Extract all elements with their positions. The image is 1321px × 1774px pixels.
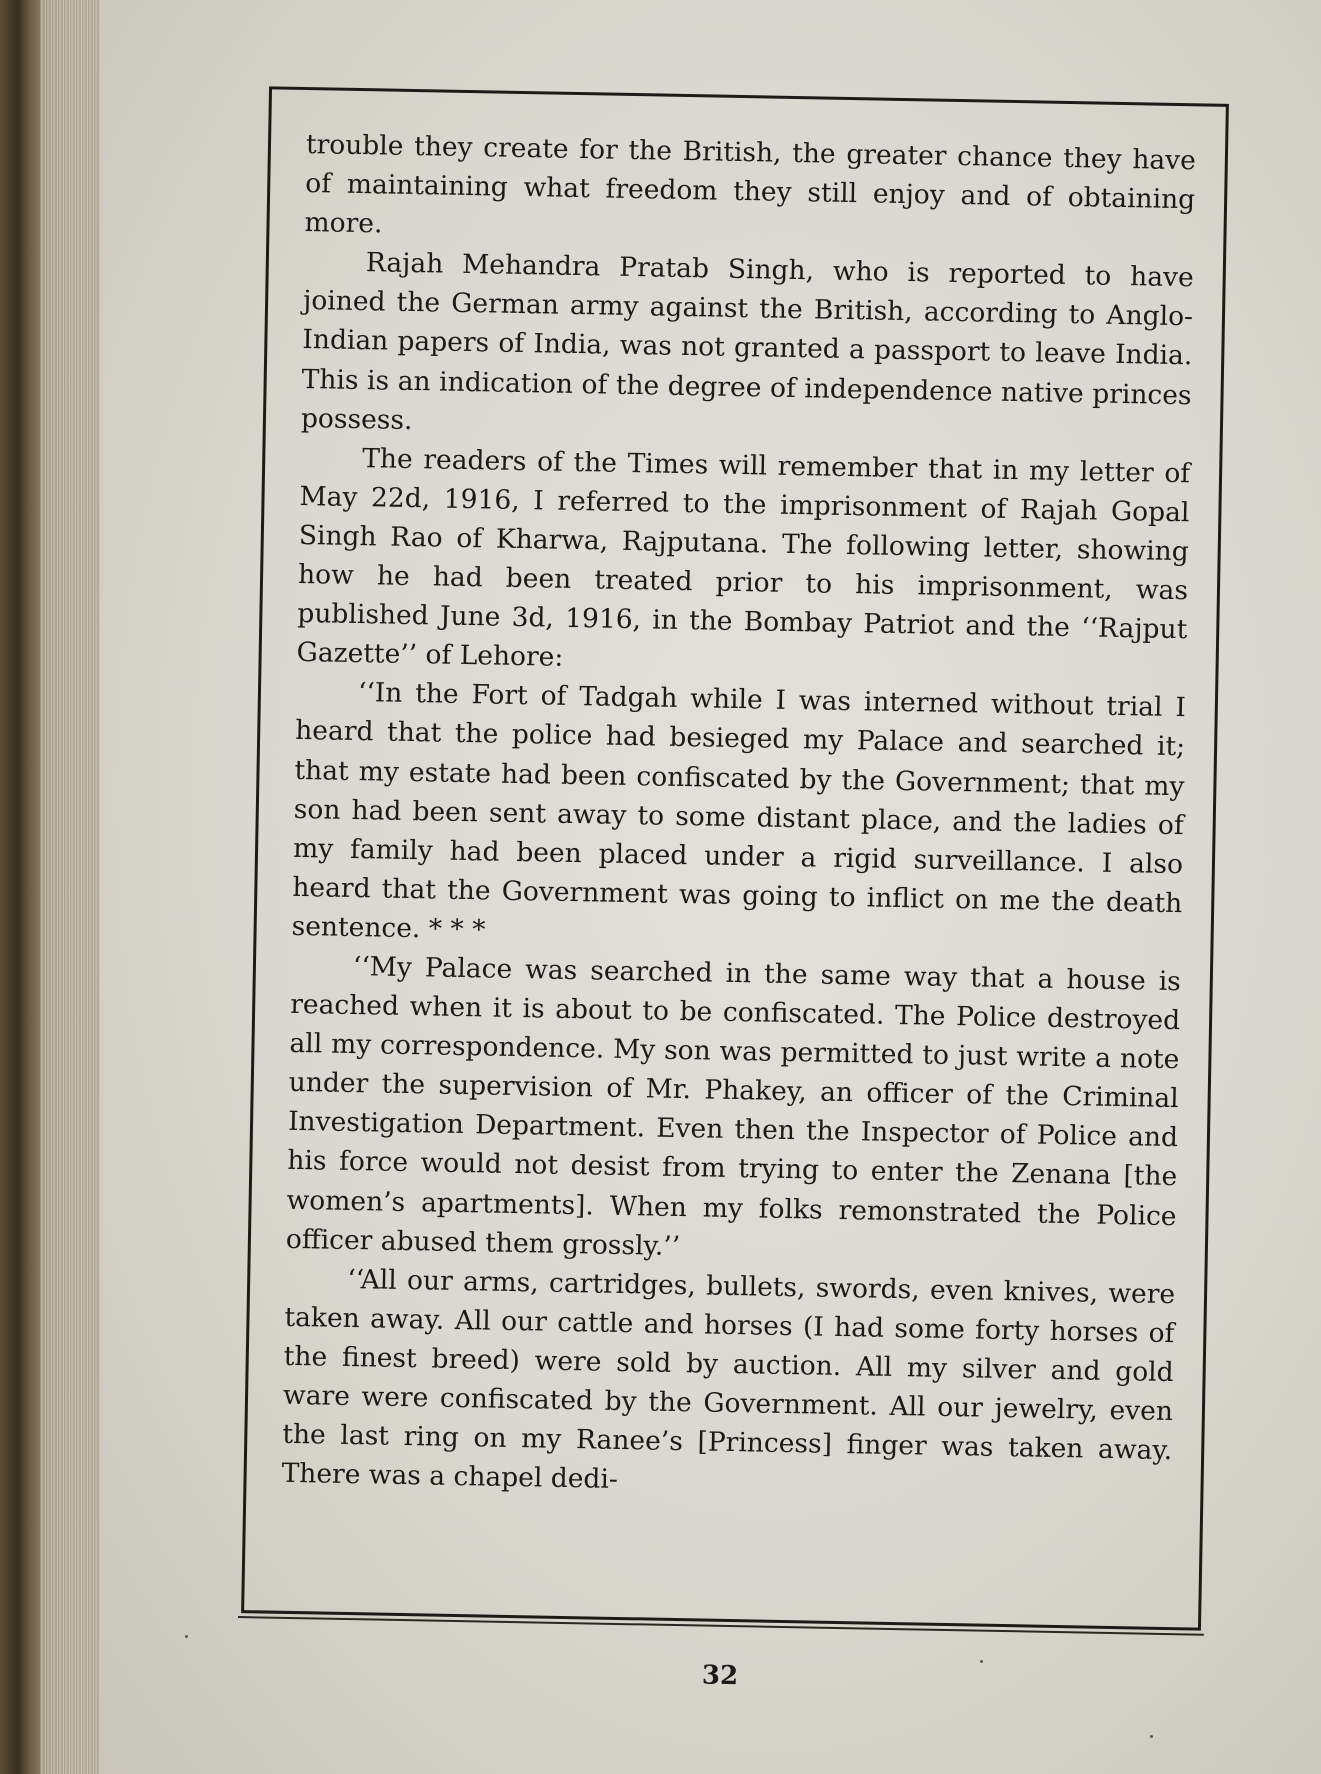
page-number: 32: [701, 1660, 739, 1692]
text-frame: [241, 86, 1229, 1692]
paragraph-1: trouble they create for the British, the greater chance they have of maintaining what freedom they still enjoy and of obtaining more.: [304, 129, 1197, 240]
paper-speck: [1150, 1735, 1153, 1738]
body-text: [281, 125, 1196, 1509]
paragraph-3: The readers of the Times will remember that in my letter of May 22d, 1916, I referred to the imprisonment of Rajah Gopal Singh Rao of Kharwa, Rajputana. The following letter, showing how he had been treated prior to his imprisonment, was published June 3d, 1916, in the Bombay Patriot and the ‘‘Rajput Gazette’’ of Lehore:: [296, 442, 1191, 674]
paragraph-2: Rajah Mehandra Pratab Singh, who is reported to have joined the German army against the British, according to Anglo-Indian papers of India, was not granted a passport to leave India. This is an indication of the degree of independence native princes possess.: [300, 247, 1194, 436]
paper-speck: [185, 1635, 188, 1638]
paper-speck: [980, 1660, 983, 1663]
paragraph-4: ‘‘In the Fort of Tadgah while I was interned without trial I heard that the police had besieged my Palace and searched it; that my estate had been confiscated by the Government; that my son had been sent away to some distant place, and the ladies of my family had been placed under a rigid surveillance. I also heard that the Government was going to inflict on me the death sentence. * * *: [291, 677, 1187, 946]
paragraph-6: ‘‘All our arms, cartridges, bullets, swords, even knives, were taken away. All our cattle and horses (I had some forty horses of the finest breed) were sold by auction. All my silver and gold ware were confiscated by the Government. All our jewelry, even the last ring on my Ranee’s [Princess] finger was taken away. There was a chapel dedi-: [281, 1263, 1176, 1496]
paragraph-5: ‘‘My Palace was searched in the same way that a house is reached when it is about to be confiscated. The Police destroyed all my correspondence. My son was permitted to just write a note under the supervision of Mr. Phakey, an officer of the Criminal Investigation Department. Even then the Inspector of Police and his force would not desist from trying to enter the Zenana [the women’s apartments]. When my folks remonstrated the Police officer abused them grossly.’’: [285, 950, 1182, 1262]
